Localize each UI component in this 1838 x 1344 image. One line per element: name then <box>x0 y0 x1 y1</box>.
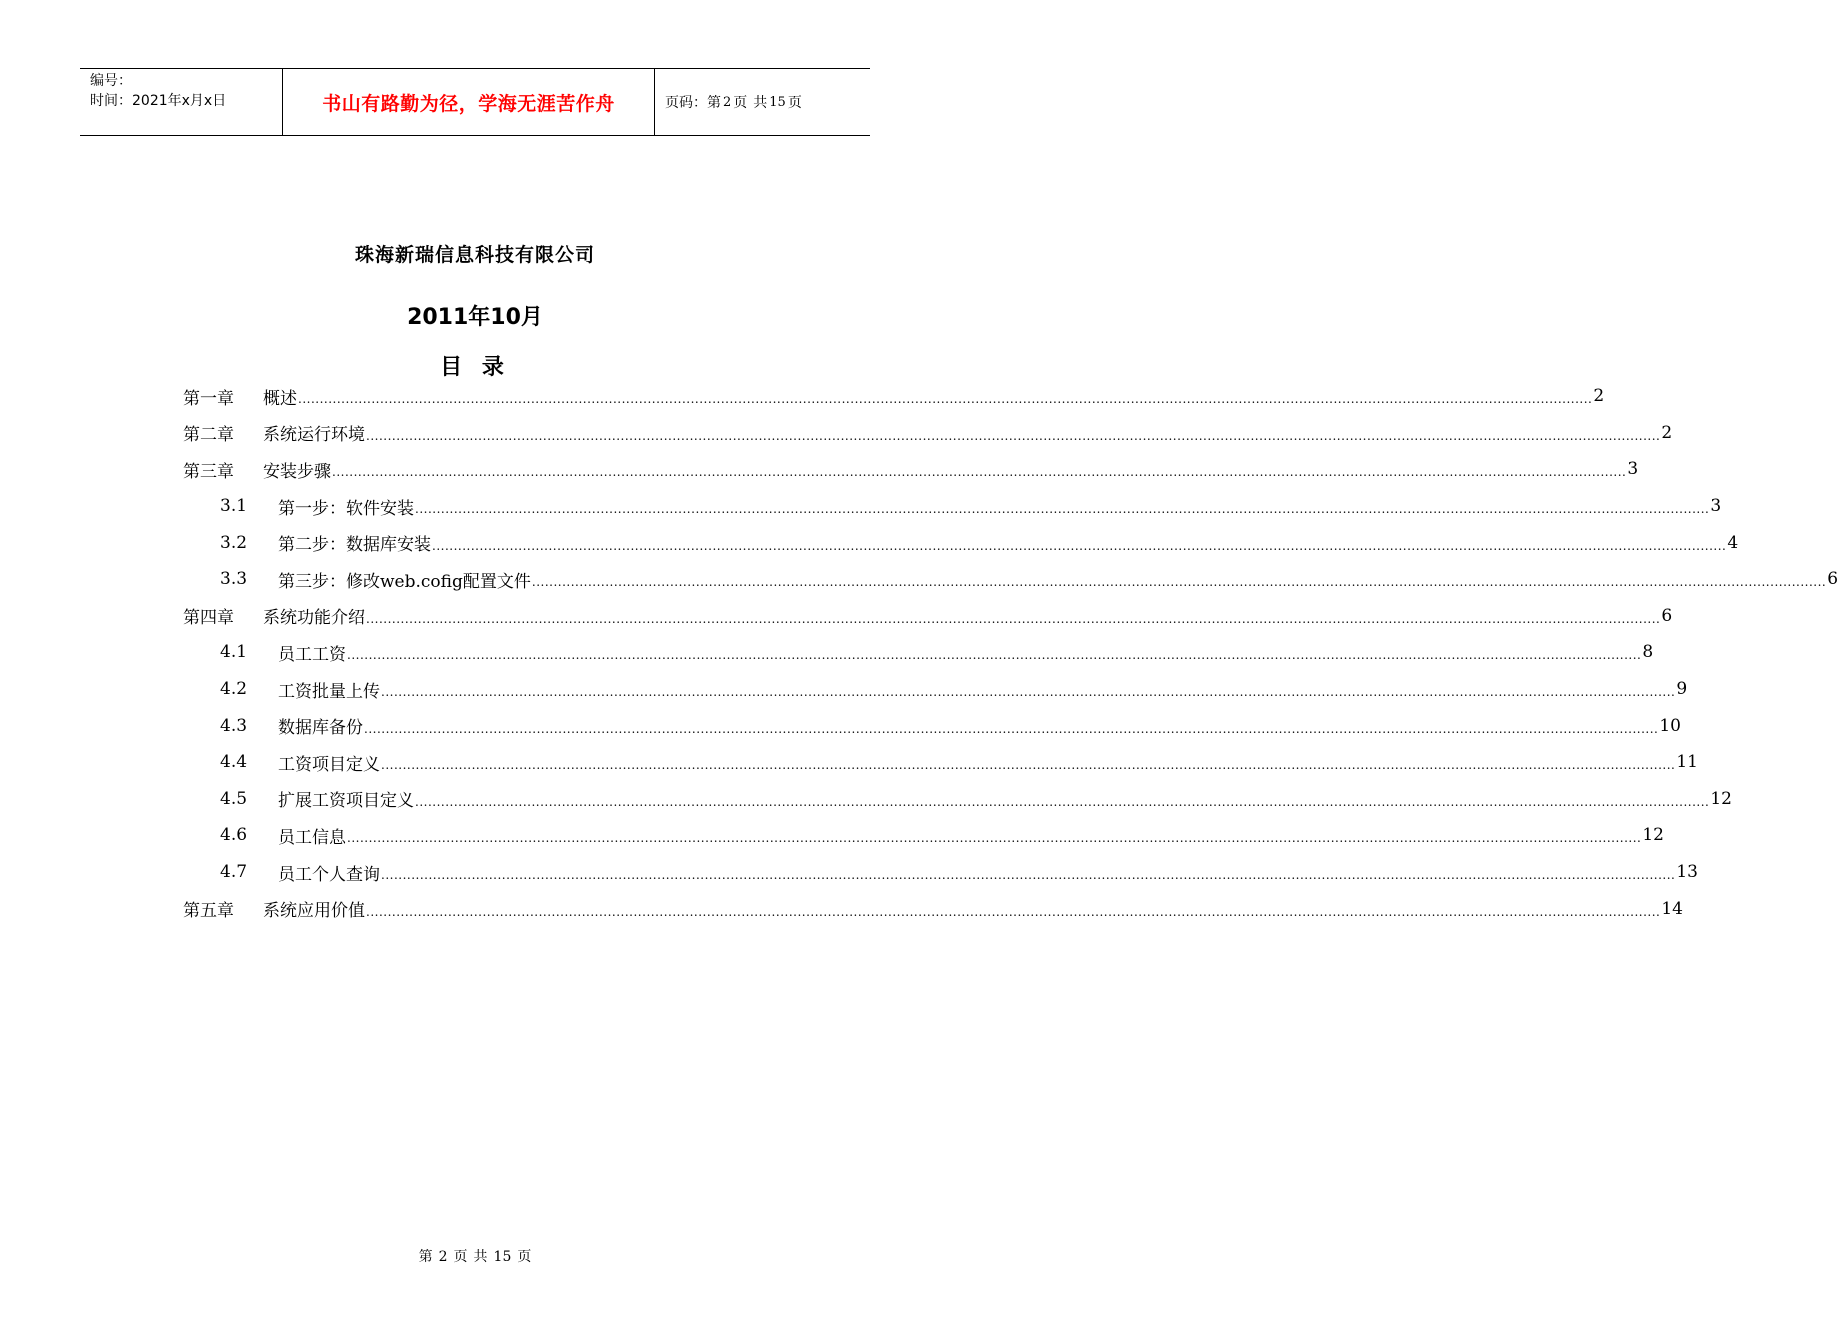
toc-entry-page: 12 <box>1642 825 1664 846</box>
toc-entry-title: 扩展工资项目定义 <box>278 791 414 812</box>
toc-entry-page: 8 <box>1642 642 1654 663</box>
toc-entry-number: 4.1 <box>220 642 248 663</box>
toc-entry-number: 第二章 <box>183 425 234 446</box>
toc-entry-number: 3.1 <box>220 496 248 517</box>
footer-suffix: 页 <box>517 1249 532 1265</box>
footer-current: 2 <box>438 1249 448 1265</box>
toc-leader-dots: ............................................................................................................................................................................................................................................................................................................ <box>366 428 1661 443</box>
footer-total: 15 <box>493 1249 512 1265</box>
footer-total-prefix: 共 <box>473 1249 488 1265</box>
footer-mid: 页 <box>453 1249 468 1265</box>
header-page-current: 2 <box>723 94 732 110</box>
toc-entry-title: 第二步：数据库安装 <box>278 535 431 556</box>
toc-leader-dots: ............................................................................................................................................................................................................................................................................................................ <box>366 611 1661 626</box>
document-date: 2011年10月 <box>407 305 543 330</box>
header-table <box>80 68 870 136</box>
toc-entry-title: 系统运行环境 <box>263 425 365 446</box>
toc-leader-dots: ............................................................................................................................................................................................................................................................................................................ <box>381 685 1676 700</box>
toc-entry-title: 员工信息 <box>278 827 346 848</box>
toc-entry[interactable] <box>183 817 1664 854</box>
toc-entry-title: 员工工资 <box>278 644 346 665</box>
footer-prefix: 第 <box>418 1249 433 1265</box>
toc-entry-title: 系统功能介绍 <box>263 608 365 629</box>
toc-entry-number: 第一章 <box>183 388 234 409</box>
toc-entry[interactable] <box>183 415 1673 452</box>
toc-leader-dots: ............................................................................................................................................................................................................................................................................................................ <box>531 575 1827 590</box>
toc-entry-page: 11 <box>1676 752 1698 773</box>
header-page-suffix: 页 <box>787 95 802 111</box>
header-motto: 书山有路勤为径，学海无涯苦作舟 <box>282 69 655 135</box>
toc-title: 目 录 <box>440 355 510 380</box>
toc-entry-page: 13 <box>1676 862 1698 883</box>
toc-entry-number: 3.3 <box>220 569 248 590</box>
toc-entry-number: 4.4 <box>220 752 248 773</box>
toc-entry-title: 工资批量上传 <box>278 681 380 702</box>
header-number-label: 编号： <box>90 73 132 89</box>
toc-leader-dots: ............................................................................................................................................................................................................................................................................................................ <box>366 904 1661 919</box>
toc-entry-title: 工资项目定义 <box>278 754 380 775</box>
toc-entry-title: 安装步骤 <box>263 461 331 482</box>
page-footer <box>0 1246 950 1266</box>
toc-leader-dots: ............................................................................................................................................................................................................................................................................................................ <box>347 831 1642 846</box>
toc-entry[interactable] <box>183 598 1673 635</box>
toc-entry-page: 2 <box>1593 386 1605 407</box>
toc-entry-title: 第三步：修改web.cofig配置文件 <box>278 571 531 592</box>
toc-leader-dots: ............................................................................................................................................................................................................................................................................................................ <box>332 465 1627 480</box>
toc-entry[interactable] <box>183 744 1698 781</box>
toc-entry-number: 第五章 <box>183 901 234 922</box>
toc-entry[interactable] <box>183 524 1739 561</box>
toc-entry-number: 4.7 <box>220 862 248 883</box>
toc-entry-number: 4.2 <box>220 679 248 700</box>
header-page-prefix: 页码：第 <box>665 95 721 111</box>
toc-entry[interactable] <box>183 451 1639 488</box>
toc-entry-number: 4.6 <box>220 825 248 846</box>
header-page-info <box>655 69 870 135</box>
toc-entry-page: 12 <box>1710 788 1732 809</box>
toc-entry[interactable] <box>183 634 1654 671</box>
header-page-total-prefix: 共 <box>753 95 768 111</box>
company-name: 珠海新瑞信息科技有限公司 <box>354 244 595 266</box>
toc-entry-page: 4 <box>1727 532 1739 553</box>
toc-entry-title: 员工个人查询 <box>278 864 380 885</box>
toc-entry-title: 概述 <box>263 388 297 409</box>
toc-entry-number: 第四章 <box>183 608 234 629</box>
toc-entry-page: 6 <box>1827 569 1838 590</box>
toc-entry-page: 10 <box>1659 715 1681 736</box>
toc-entry-title: 第一步：软件安装 <box>278 498 414 519</box>
header-time-label: 时间：2021年x月x日 <box>90 93 227 109</box>
toc-entry[interactable] <box>183 890 1683 927</box>
toc-entry[interactable] <box>183 378 1605 415</box>
toc-entry[interactable] <box>183 854 1698 891</box>
toc-entry-title: 数据库备份 <box>278 718 363 739</box>
header-page-total: 15 <box>769 94 786 110</box>
header-page-mid: 页 <box>733 95 748 111</box>
toc-entry[interactable] <box>183 488 1722 525</box>
toc-leader-dots: ............................................................................................................................................................................................................................................................................................................ <box>415 794 1710 809</box>
toc-entry[interactable] <box>183 781 1732 818</box>
header-left-cell <box>80 69 282 135</box>
toc-entry-number: 第三章 <box>183 461 234 482</box>
toc-entry-title: 系统应用价值 <box>263 901 365 922</box>
toc-leader-dots: ............................................................................................................................................................................................................................................................................................................ <box>432 538 1727 553</box>
toc-entry[interactable] <box>183 707 1681 744</box>
toc-leader-dots: ............................................................................................................................................................................................................................................................................................................ <box>364 721 1659 736</box>
toc-entry[interactable] <box>183 671 1688 708</box>
table-of-contents <box>183 378 1838 927</box>
toc-entry-page: 9 <box>1676 679 1688 700</box>
toc-leader-dots: ............................................................................................................................................................................................................................................................................................................ <box>415 502 1710 517</box>
toc-entry-page: 3 <box>1710 496 1722 517</box>
toc-entry-number: 4.3 <box>220 715 248 736</box>
toc-leader-dots: ............................................................................................................................................................................................................................................................................................................ <box>298 392 1593 407</box>
toc-entry-page: 6 <box>1661 605 1673 626</box>
toc-entry-page: 14 <box>1661 898 1683 919</box>
toc-leader-dots: ............................................................................................................................................................................................................................................................................................................ <box>347 648 1642 663</box>
toc-entry-number: 3.2 <box>220 532 248 553</box>
toc-entry-number: 4.5 <box>220 788 248 809</box>
toc-leader-dots: ............................................................................................................................................................................................................................................................................................................ <box>381 868 1676 883</box>
toc-entry-page: 3 <box>1627 459 1639 480</box>
toc-leader-dots: ............................................................................................................................................................................................................................................................................................................ <box>381 758 1676 773</box>
toc-entry[interactable] <box>183 561 1838 598</box>
toc-entry-page: 2 <box>1661 422 1673 443</box>
